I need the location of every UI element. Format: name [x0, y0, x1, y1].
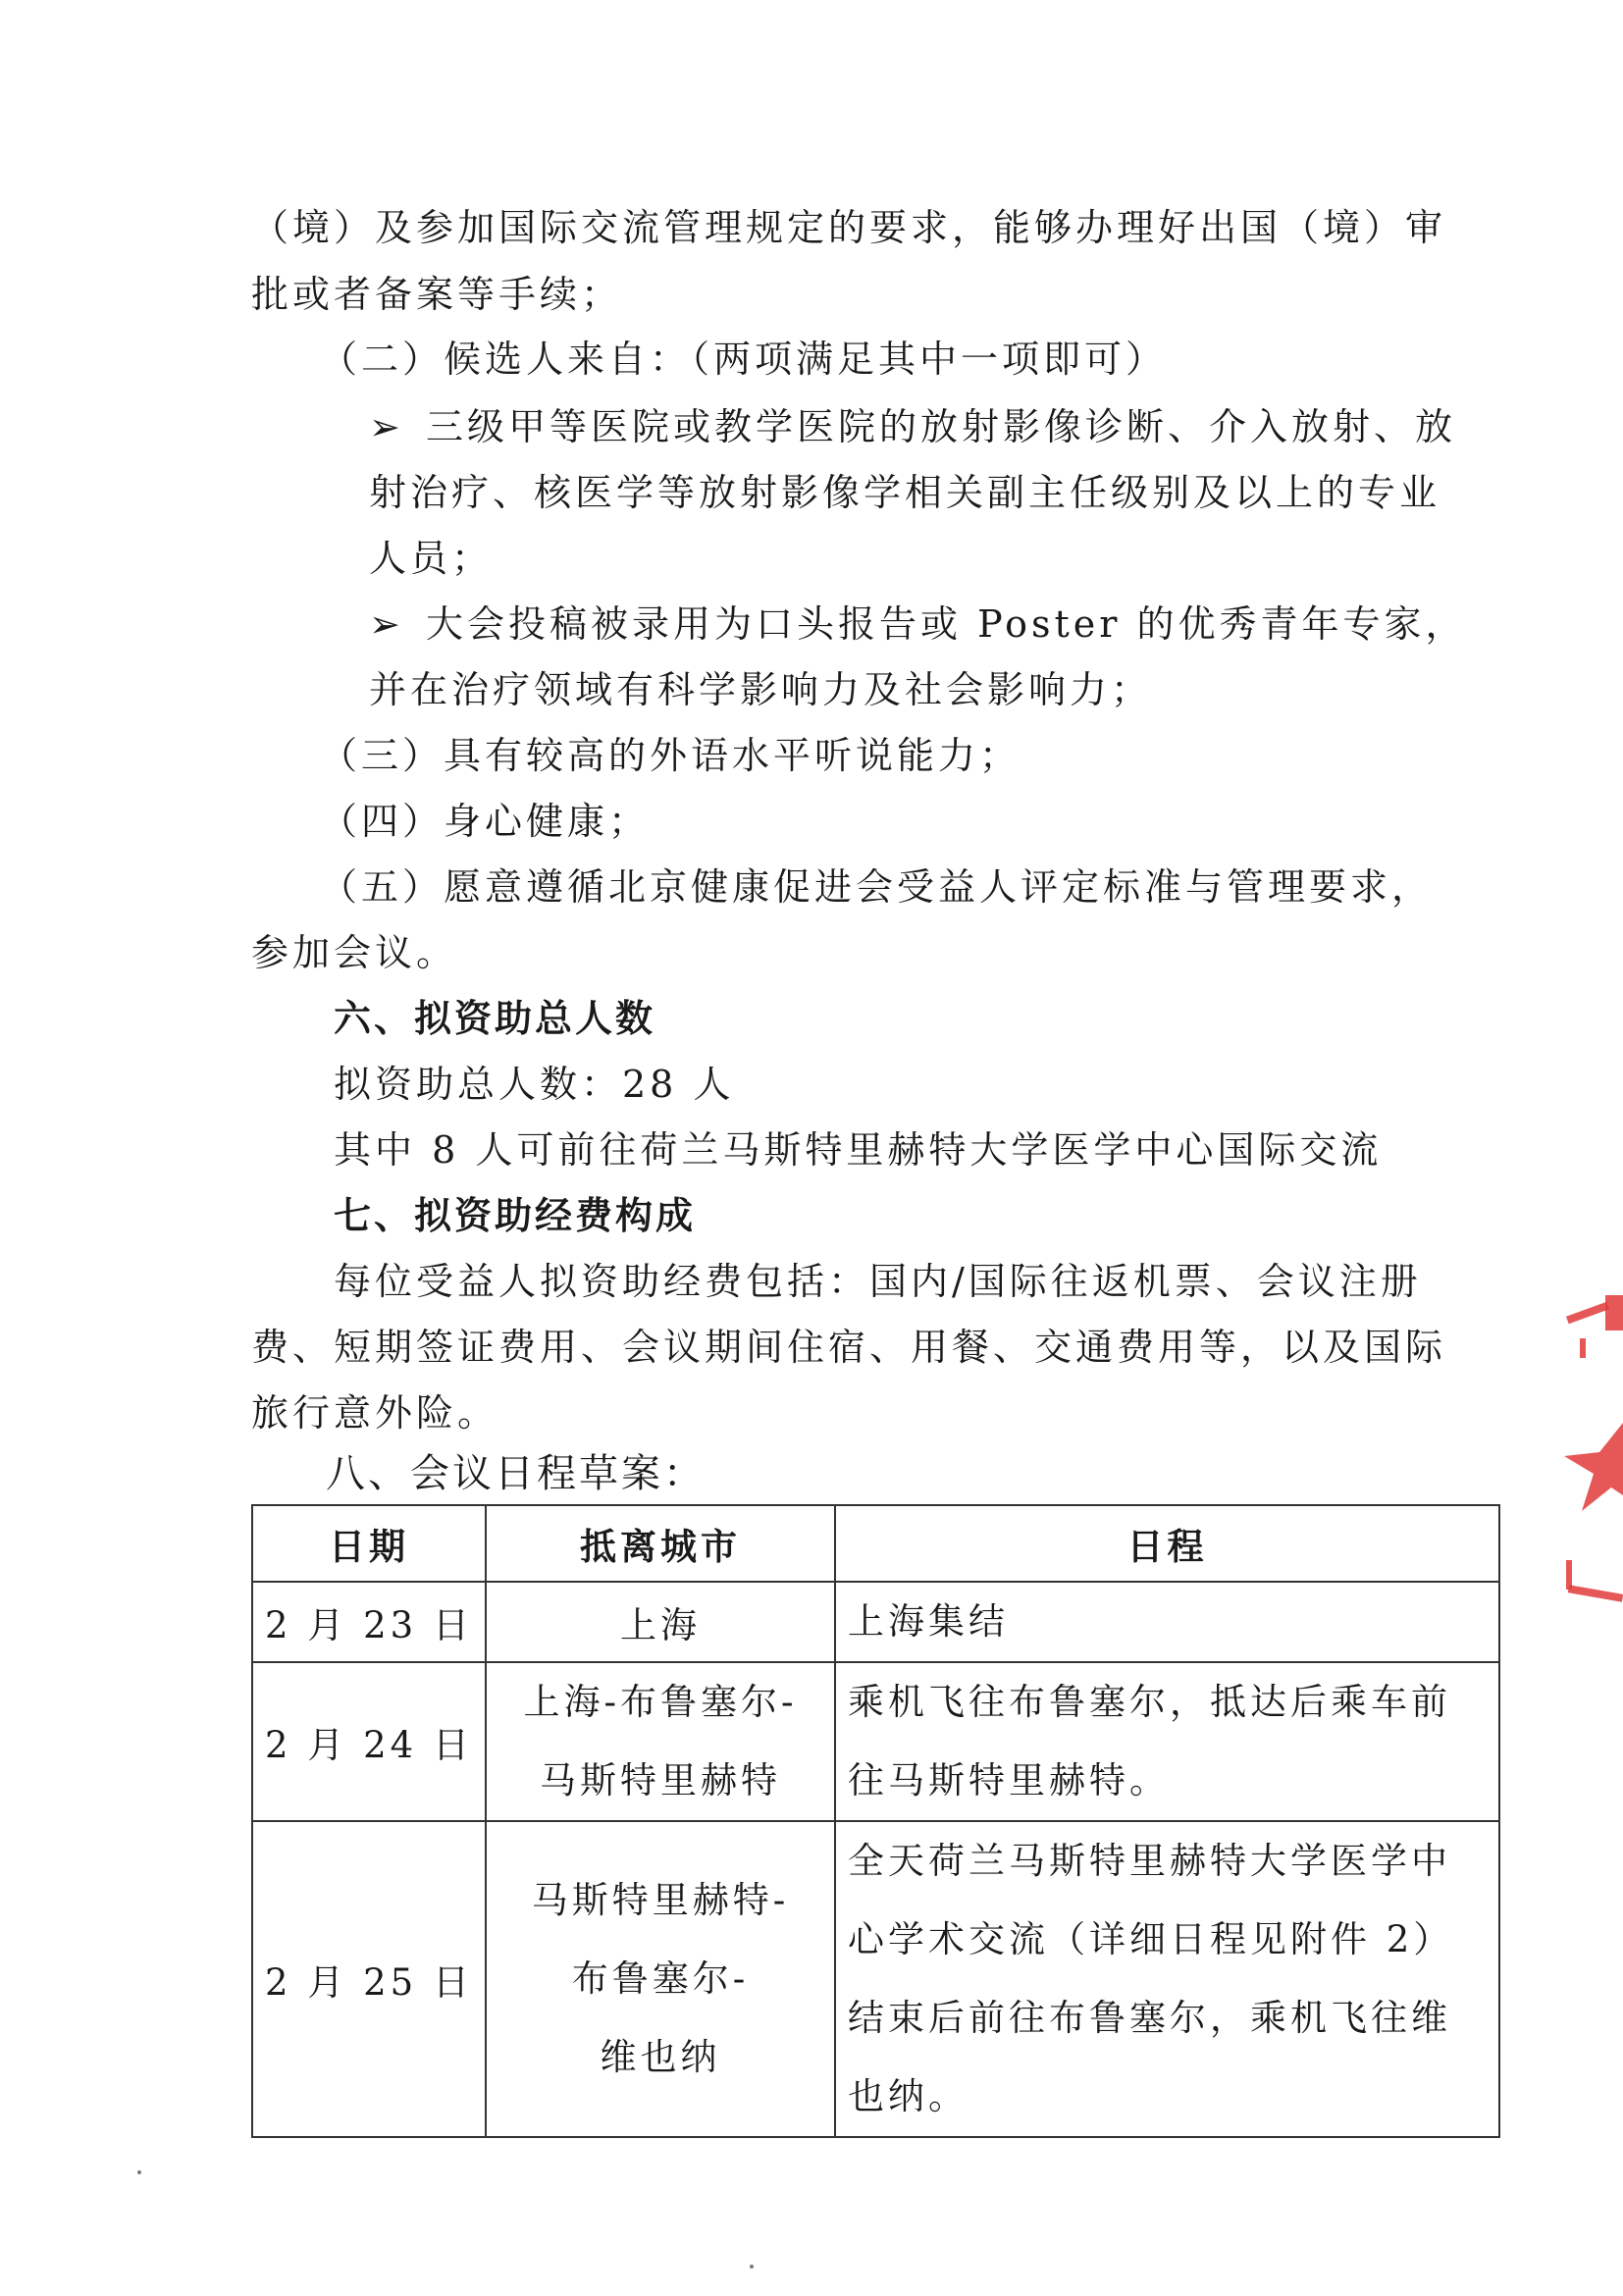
city-line: 马斯特里赫特- [531, 1879, 790, 1921]
plan-line: 结束后前往布鲁塞尔，乘机飞往维 [848, 1997, 1451, 2039]
bullet-item-2-text: 大会投稿被录用为口头报告或 Poster 的优秀青年专家， [426, 602, 1467, 646]
section-7-line-3: 旅行意外险。 [251, 1391, 499, 1435]
column-header-city: 抵离城市 [486, 1505, 835, 1582]
city-line: 维也纳 [600, 2036, 721, 2078]
section-5-4: （四）身心健康； [320, 800, 651, 843]
city-line: 马斯特里赫特 [540, 1759, 781, 1801]
section-7-line-2: 费、短期签证费用、会议期间住宿、用餐、交通费用等，以及国际 [251, 1326, 1447, 1369]
city-cell: 上海 [486, 1582, 835, 1662]
body-line-2: 批或者备案等手续； [251, 273, 623, 316]
date-cell: 2 月 24 日 [252, 1662, 486, 1821]
section-5-3: （三）具有较高的外语水平听说能力； [320, 734, 1021, 777]
section-5-2-header: （二）候选人来自：（两项满足其中一项即可） [320, 338, 1168, 381]
schedule-table [251, 1504, 1500, 2138]
plan-cell [835, 1662, 1499, 1821]
section-6-line-1: 拟资助总人数：28 人 [334, 1063, 735, 1106]
section-6-line-2: 其中 8 人可前往荷兰马斯特里赫特大学医学中心国际交流 [334, 1128, 1383, 1172]
bullet-item-1-text: 三级甲等医院或教学医院的放射影像诊断、介入放射、放 [426, 405, 1457, 448]
table-header-row [252, 1505, 1499, 1582]
city-cell [486, 1821, 835, 2137]
scan-speck [137, 2170, 141, 2174]
plan-cell [835, 1821, 1499, 2137]
plan-line: 也纳。 [848, 2075, 969, 2117]
city-line: 布鲁塞尔- [571, 1957, 750, 2000]
column-header-date: 日期 [252, 1505, 486, 1582]
table-row [252, 1662, 1499, 1821]
city-line: 上海-布鲁塞尔- [523, 1681, 798, 1723]
bullet-item-1-line-3: 人员； [369, 537, 494, 580]
plan-line: 心学术交流（详细日程见附件 2） [848, 1918, 1454, 1960]
bullet-arrow-icon: ➢ [369, 602, 404, 646]
bullet-arrow-icon: ➢ [369, 405, 404, 448]
section-7-line-1: 每位受益人拟资助经费包括：国内/国际往返机票、会议注册 [334, 1260, 1422, 1303]
section-8-heading: 八、会议日程草案： [326, 1451, 706, 1496]
section-5-5-line-2: 参加会议。 [251, 931, 458, 974]
plan-line: 全天荷兰马斯特里赫特大学医学中 [848, 1840, 1451, 1882]
seal-star-icon [1560, 1413, 1623, 1531]
bullet-item-2-line-2: 并在治疗领域有科学影响力及社会影响力； [369, 668, 1153, 711]
date-cell: 2 月 23 日 [252, 1582, 486, 1662]
scan-speck [750, 2265, 754, 2269]
column-header-schedule: 日程 [835, 1505, 1499, 1582]
plan-line: 乘机飞往布鲁塞尔，抵达后乘车前 [848, 1681, 1451, 1723]
section-5-5-line-1: （五）愿意遵循北京健康促进会受益人评定标准与管理要求， [320, 865, 1434, 909]
table-row [252, 1821, 1499, 2137]
bullet-item-1-line-2: 射治疗、核医学等放射影像学相关副主任级别及以上的专业 [369, 471, 1441, 514]
bullet-item-1-line-1 [369, 403, 1456, 450]
date-cell: 2 月 25 日 [252, 1821, 486, 2137]
section-6-heading: 六、拟资助总人数 [334, 997, 656, 1040]
plan-line: 往马斯特里赫特。 [848, 1759, 1170, 1801]
plan-cell: 上海集结 [835, 1582, 1499, 1662]
table-row [252, 1582, 1499, 1662]
section-7-heading: 七、拟资助经费构成 [334, 1194, 697, 1237]
body-line-1: （境）及参加国际交流管理规定的要求，能够办理好出国（境）审 [251, 206, 1447, 249]
red-seal-fragment [1560, 1295, 1623, 1629]
bullet-item-2-line-1 [369, 600, 1467, 648]
city-cell [486, 1662, 835, 1821]
